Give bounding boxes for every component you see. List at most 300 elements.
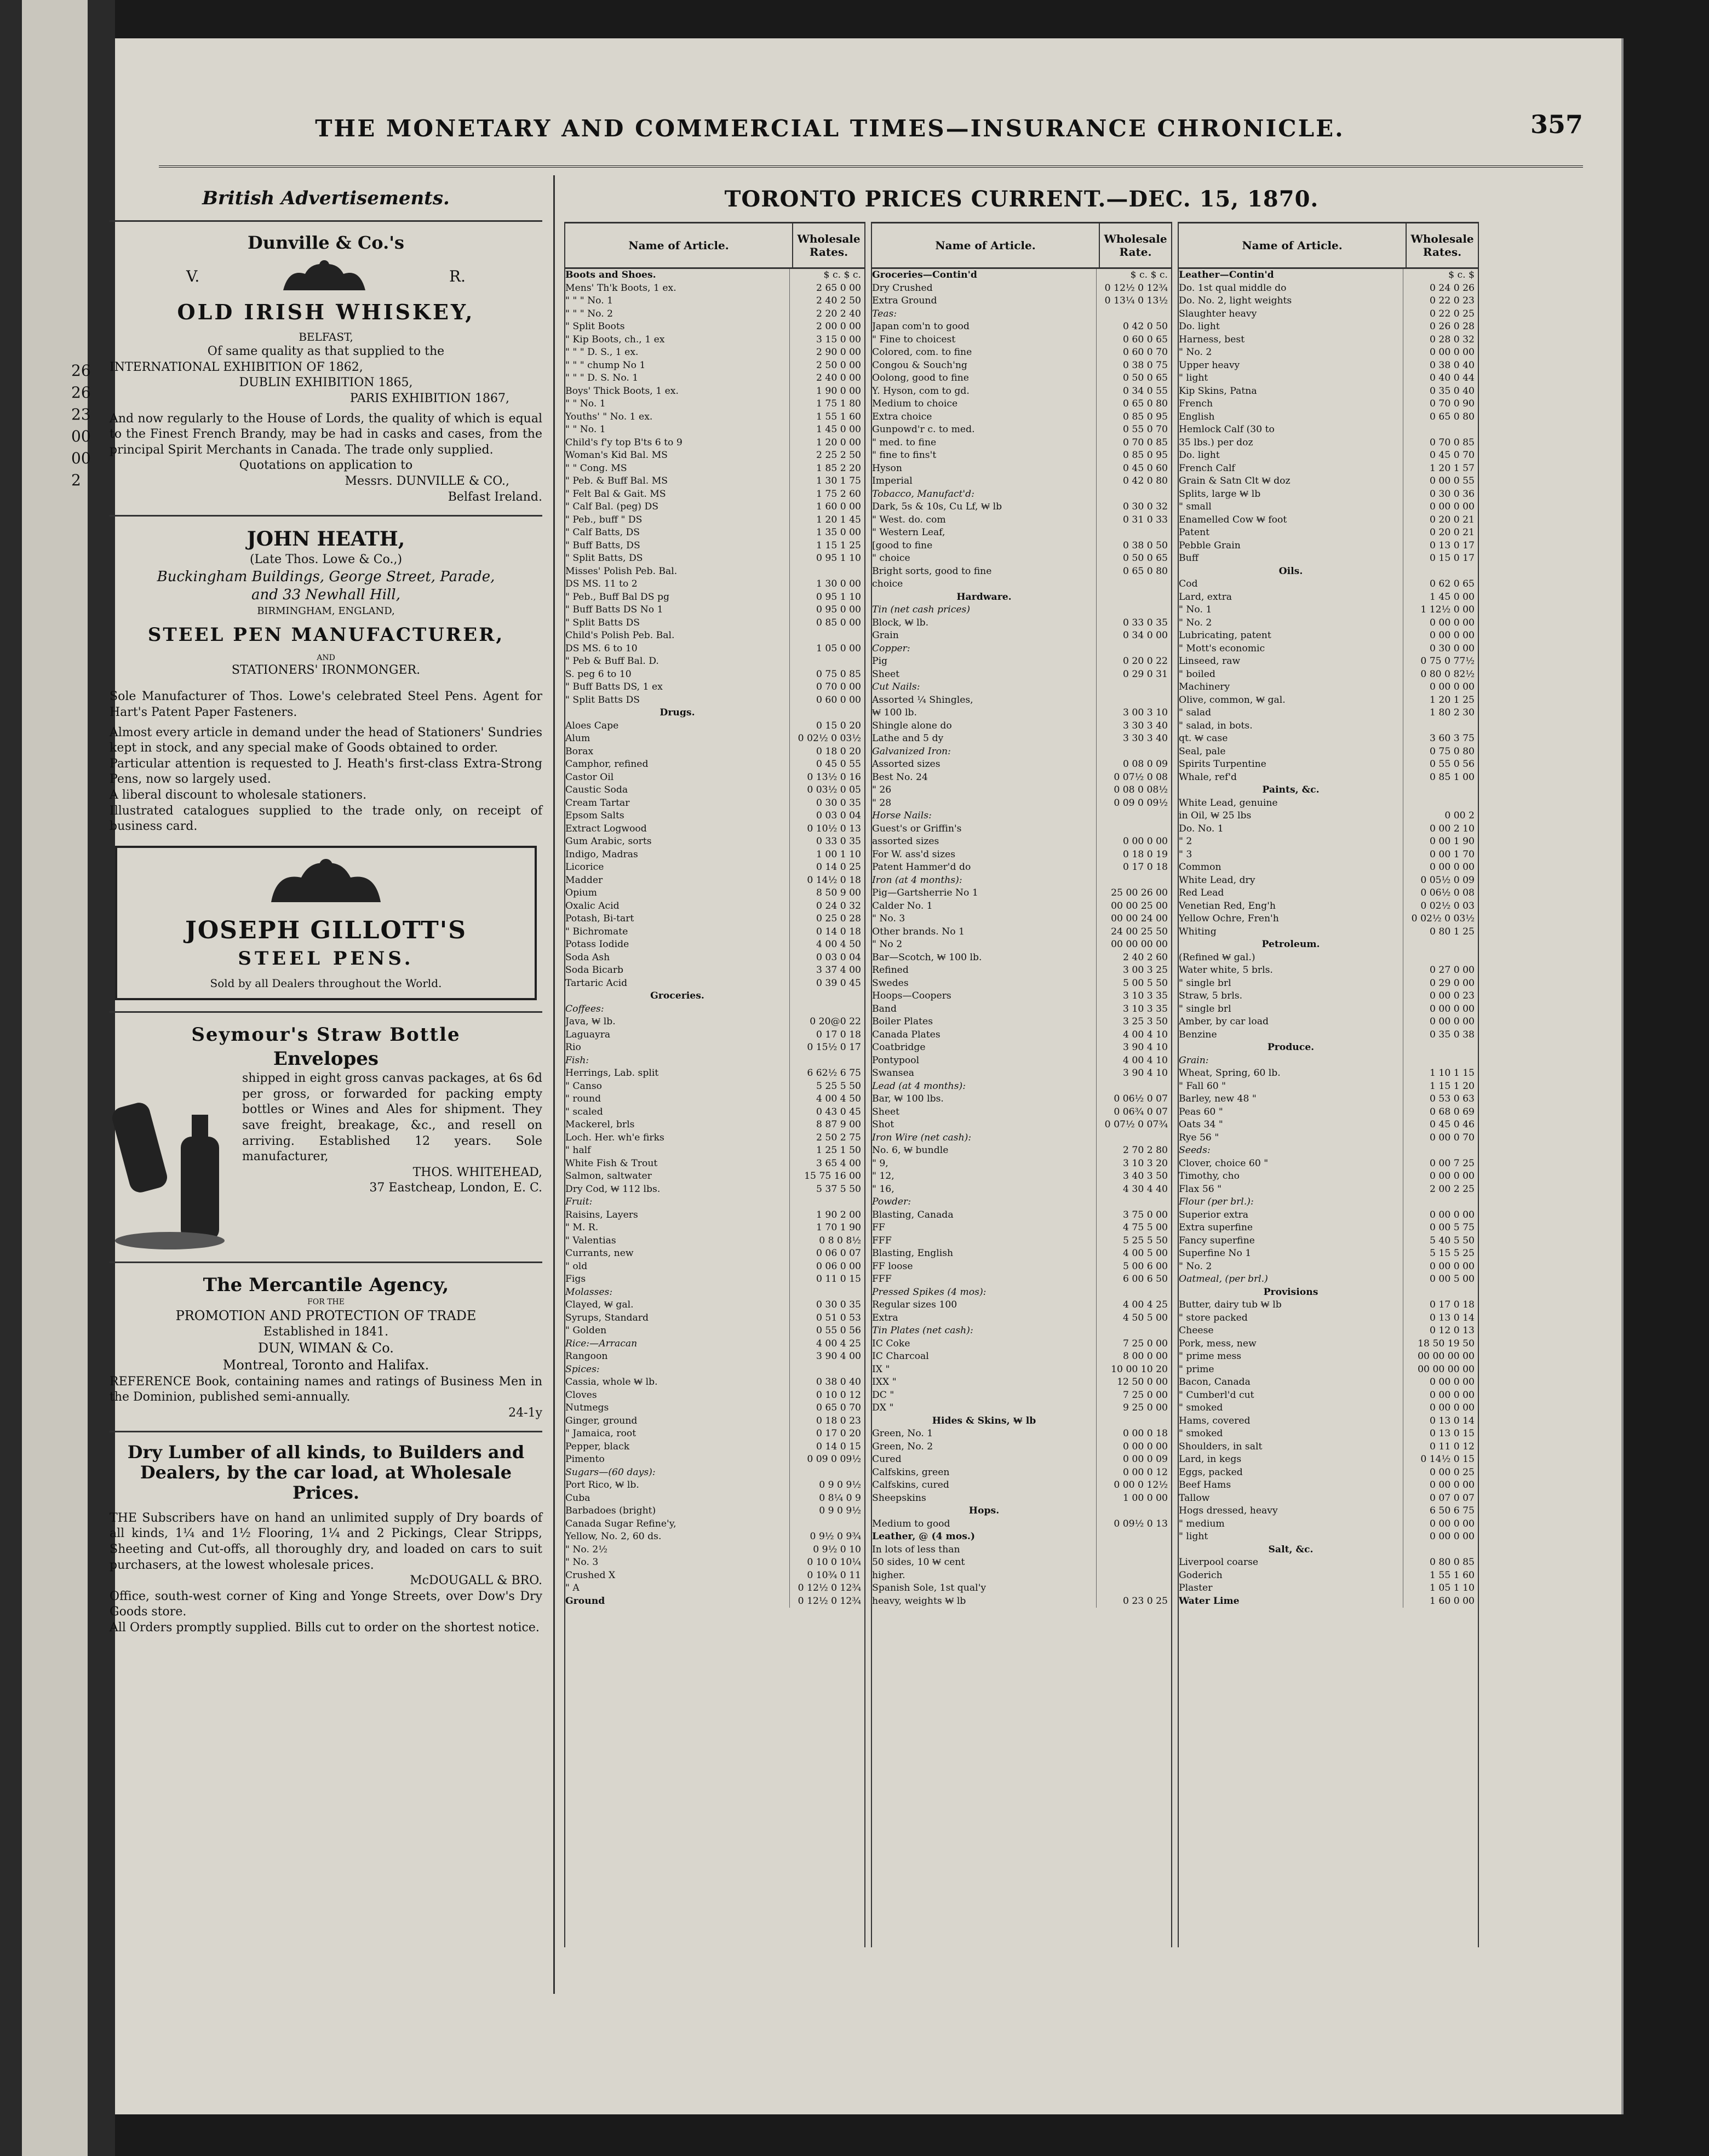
article-name: FF <box>872 1222 885 1233</box>
article-name: Potash, Bi-tart <box>565 913 634 924</box>
wholesale-rate: 0 80 0 85 <box>1403 1556 1478 1569</box>
article-name: Lathe and 5 dy <box>872 733 944 744</box>
edge-number: 26 <box>71 383 91 402</box>
article-name: Rye 56 " <box>1179 1132 1219 1143</box>
wholesale-rate: 0 23 0 25 <box>1096 1595 1171 1608</box>
price-row <box>565 1556 864 1569</box>
price-row <box>565 1324 864 1338</box>
wholesale-rate <box>1403 951 1478 965</box>
article-name: " Golden <box>565 1325 607 1336</box>
price-row <box>1179 1363 1478 1377</box>
wholesale-rate: 0 06½ 0 07 <box>1096 1093 1171 1106</box>
price-row <box>872 449 1171 462</box>
price-row <box>872 462 1171 475</box>
article-name: Grain <box>872 630 899 641</box>
price-row <box>565 1273 864 1286</box>
price-row <box>1179 1544 1478 1557</box>
price-row <box>565 1453 864 1466</box>
article-name: " 2 <box>1179 836 1192 847</box>
wholesale-rate: 0 00 0 00 <box>1403 1518 1478 1531</box>
article-name: Japan com'n to good <box>872 321 970 332</box>
wholesale-rate: 0 10 0 10¼ <box>789 1556 864 1569</box>
article-name: Port Rico, ₩ lb. <box>565 1480 639 1490</box>
article-name: Currants, new <box>565 1248 634 1259</box>
wholesale-rate <box>789 1196 864 1209</box>
price-row <box>1179 359 1478 372</box>
wholesale-rate: 0 9½ 0 9¾ <box>789 1530 864 1544</box>
price-row <box>565 488 864 501</box>
article-name: Petroleum. <box>1261 939 1320 950</box>
price-row <box>872 977 1171 990</box>
article-name: Laguayra <box>565 1029 611 1040</box>
wholesale-rate: 8 87 9 00 <box>789 1119 864 1132</box>
article-name: Boys' Thick Boots, 1 ex. <box>565 385 679 397</box>
article-name: Other brands. No 1 <box>872 926 965 937</box>
wholesale-rate: 4 00 4 50 <box>789 938 864 951</box>
article-name: Sheet <box>872 668 900 680</box>
price-row <box>565 951 864 965</box>
article-name: Blasting, Canada <box>872 1209 954 1220</box>
edge-number: 23 <box>71 405 91 423</box>
wholesale-rate: 0 00 0 00 <box>1403 501 1478 514</box>
article-name: Mens' Th'k Boots, 1 ex. <box>565 282 676 294</box>
price-row <box>872 771 1171 784</box>
article-name: Bright sorts, good to fine <box>872 565 992 577</box>
article-name: Teas: <box>872 308 897 319</box>
article-name: Lubricating, patent <box>1179 630 1271 641</box>
mercantile-ad <box>110 1273 542 1421</box>
article-name: Spanish Sole, 1st qual'y <box>872 1582 987 1593</box>
heath-ad <box>110 526 542 835</box>
wholesale-rate <box>1403 720 1478 733</box>
wholesale-rate: 0 38 0 50 <box>1096 540 1171 553</box>
article-name: Gunpowd'r c. to med. <box>872 424 975 435</box>
article-name: Water Lime <box>1179 1595 1240 1607</box>
wholesale-rate: 1 85 2 20 <box>789 462 864 475</box>
wholesale-rate: 0 60 0 00 <box>789 694 864 707</box>
article-name: Pork, mess, new <box>1179 1338 1257 1349</box>
article-name: Upper heavy <box>1179 359 1240 371</box>
wholesale-rate: 0 07 0 07 <box>1403 1492 1478 1505</box>
price-row <box>565 746 864 759</box>
wholesale-rate: 1 30 0 00 <box>789 578 864 591</box>
wholesale-rate: 0 18 0 19 <box>1096 848 1171 862</box>
col-name-header: Name of Article. <box>628 239 729 252</box>
price-row <box>1179 874 1478 887</box>
price-row <box>565 1106 864 1119</box>
article-name: " No 2 <box>872 939 903 950</box>
article-name: Barbadoes (bright) <box>565 1505 656 1516</box>
wholesale-rate <box>1096 694 1171 707</box>
wholesale-rate <box>789 1518 864 1531</box>
wholesale-rate: 0 24 0 32 <box>789 900 864 913</box>
price-row <box>1179 1080 1478 1093</box>
wholesale-rate: 1 05 0 00 <box>789 643 864 656</box>
price-row <box>565 295 864 308</box>
price-row <box>1179 346 1478 359</box>
wholesale-rate: 0 95 1 10 <box>789 552 864 565</box>
price-row <box>565 526 864 540</box>
wholesale-rate: 0 45 0 55 <box>789 758 864 771</box>
wholesale-rate: 1 75 2 60 <box>789 488 864 501</box>
mercantile-est: Established in 1841. <box>263 1324 389 1339</box>
wholesale-rate: 3 30 3 40 <box>1096 732 1171 746</box>
wholesale-rate: 0 26 0 28 <box>1403 320 1478 334</box>
price-row <box>1179 1441 1478 1454</box>
price-row <box>565 475 864 488</box>
article-name: Shot <box>872 1119 894 1130</box>
wholesale-rate: 0 85 1 00 <box>1403 771 1478 784</box>
wholesale-rate <box>789 1003 864 1016</box>
wholesale-rate: 0 00 0 00 <box>1403 1170 1478 1183</box>
wholesale-rate: 4 30 4 40 <box>1096 1183 1171 1196</box>
heath-p4: A liberal discount to wholesale stationers. <box>110 788 367 802</box>
article-name: Misses' Polish Peb. Bal. <box>565 565 678 577</box>
article-name: Rangoon <box>565 1351 608 1362</box>
price-row <box>1179 1041 1478 1054</box>
adjacent-page-edge <box>0 0 115 2156</box>
article-name: " Split Batts DS <box>565 694 640 706</box>
article-name: " M. R. <box>565 1222 599 1233</box>
price-row <box>565 1286 864 1299</box>
wholesale-rate: 0 22 0 25 <box>1403 308 1478 321</box>
wholesale-rate: 0 00 0 00 <box>1403 1479 1478 1492</box>
price-row <box>1179 1247 1478 1260</box>
article-name: Coatbridge <box>872 1042 926 1053</box>
wholesale-rate <box>789 1466 864 1480</box>
price-row <box>872 1054 1171 1068</box>
article-name: Dry Cod, ₩ 112 lbs. <box>565 1183 661 1195</box>
wholesale-rate: 1 30 1 75 <box>789 475 864 488</box>
price-row <box>1179 1235 1478 1248</box>
price-row <box>1179 1595 1478 1608</box>
article-name: French <box>1179 398 1213 409</box>
price-row <box>565 900 864 913</box>
article-name: Leather, @ (4 mos.) <box>872 1531 975 1542</box>
article-name: Shoulders, in salt <box>1179 1441 1263 1452</box>
article-name: " 12, <box>872 1171 894 1182</box>
article-name: Extra <box>872 1312 898 1323</box>
article-name: Licorice <box>565 862 604 873</box>
price-row <box>565 668 864 681</box>
price-row <box>872 1067 1171 1080</box>
wholesale-rate: 0 00 0 00 <box>1403 617 1478 630</box>
wholesale-rate: 0 34 0 55 <box>1096 385 1171 398</box>
article-name: Canada Plates <box>872 1029 940 1040</box>
article-name: " 9, <box>872 1157 888 1169</box>
article-name: Assorted sizes <box>872 759 940 770</box>
wholesale-rate: 0 00 0 09 <box>1096 1453 1171 1466</box>
wholesale-rate: 0 75 0 80 <box>1403 746 1478 759</box>
price-row <box>872 565 1171 578</box>
article-name: " old <box>565 1260 588 1272</box>
wholesale-rate: 0 80 0 82½ <box>1403 668 1478 681</box>
article-name: Groceries—Contin'd <box>872 270 977 280</box>
article-name: Common <box>1179 862 1221 873</box>
price-row <box>872 604 1171 617</box>
article-name: Yellow, No. 2, 60 ds. <box>565 1531 662 1542</box>
article-name: Calfskins, cured <box>872 1480 949 1490</box>
article-name: Provisions <box>1263 1286 1318 1298</box>
price-row <box>1179 1119 1478 1132</box>
article-name: " scaled <box>565 1106 603 1117</box>
article-name: " light <box>1179 372 1208 383</box>
wholesale-rate: 1 05 1 10 <box>1403 1582 1478 1595</box>
article-name: Herrings, Lab. split <box>565 1068 659 1079</box>
wholesale-rate: 1 00 1 10 <box>789 848 864 862</box>
wholesale-rate: 0 70 0 85 <box>1403 437 1478 450</box>
price-row <box>872 668 1171 681</box>
article-name: Castor Oil <box>565 771 614 783</box>
article-name: Medium to choice <box>872 398 958 409</box>
wholesale-rate: 0 45 0 46 <box>1403 1119 1478 1132</box>
article-name: " No. 2 <box>1179 347 1212 358</box>
article-name: Cream Tartar <box>565 797 630 808</box>
col-rate-header: Wholesale Rates. <box>1406 223 1478 267</box>
article-name: Potass Iodide <box>565 939 629 950</box>
price-row <box>1179 1466 1478 1480</box>
article-name: Horse Nails: <box>872 810 932 821</box>
price-row <box>1179 951 1478 965</box>
article-name: Soda Bicarb <box>565 965 624 976</box>
price-row <box>565 334 864 347</box>
wholesale-rate: 2 40 0 00 <box>789 372 864 385</box>
article-name: FFF <box>872 1274 892 1285</box>
article-name: Hyson <box>872 462 902 474</box>
wholesale-rate: 2 00 2 25 <box>1403 1183 1478 1196</box>
mercantile-cities: Montreal, Toronto and Halifax. <box>222 1357 429 1373</box>
article-name: IXX " <box>872 1377 897 1387</box>
article-name: ₩ 100 lb. <box>872 707 917 718</box>
wholesale-rate: 0 12½ 0 12¾ <box>789 1595 864 1608</box>
article-name: " Western Leaf, <box>872 527 945 538</box>
price-row <box>872 1235 1171 1248</box>
article-name: Pepper, black <box>565 1441 630 1452</box>
mercantile-firm: DUN, WIMAN & Co. <box>258 1340 394 1356</box>
price-row <box>872 578 1171 591</box>
wholesale-rate <box>789 1054 864 1068</box>
article-name: Best No. 24 <box>872 771 928 783</box>
article-name: Fish: <box>565 1054 589 1066</box>
wholesale-rate: 1 15 1 25 <box>789 540 864 553</box>
article-name: " medium <box>1179 1518 1225 1529</box>
edge-number: 2 <box>71 471 81 489</box>
price-row <box>1179 938 1478 951</box>
wholesale-rate: 15 75 16 00 <box>789 1170 864 1183</box>
article-name: Red Lead <box>1179 887 1224 898</box>
article-name: Straw, 5 brls. <box>1179 990 1243 1001</box>
article-name: Do. light <box>1179 450 1220 461</box>
wholesale-rate: 0 22 0 23 <box>1403 295 1478 308</box>
article-name: Medium to good <box>872 1518 950 1529</box>
article-name: Spirits Turpentine <box>1179 759 1266 770</box>
wholesale-rate: 25 00 26 00 <box>1096 887 1171 900</box>
wholesale-rate: 0 14½ 0 18 <box>789 874 864 887</box>
wholesale-rate: 0 12 0 13 <box>1403 1324 1478 1338</box>
price-row <box>565 1222 864 1235</box>
price-row <box>1179 1209 1478 1222</box>
wholesale-rate: 0 65 0 70 <box>789 1402 864 1415</box>
price-row <box>872 861 1171 874</box>
edge-number: 00 <box>71 427 91 445</box>
article-name: Gum Arabic, sorts <box>565 836 652 847</box>
article-name: 35 lbs.) per doz <box>1179 437 1253 448</box>
article-name: Iron Wire (net cash): <box>872 1132 972 1143</box>
article-name: Clover, choice 60 " <box>1179 1157 1269 1169</box>
article-name: Alum <box>565 733 590 744</box>
wholesale-rate: 0 27 0 00 <box>1403 964 1478 977</box>
price-row <box>872 1556 1171 1569</box>
price-row <box>1179 1479 1478 1492</box>
wholesale-rate <box>1096 1556 1171 1569</box>
wholesale-rate: 0 03 0 04 <box>789 810 864 823</box>
price-row <box>565 784 864 797</box>
wholesale-rate <box>1096 643 1171 656</box>
article-name: Amber, by car load <box>1179 1016 1269 1027</box>
wholesale-rate: 5 00 5 50 <box>1096 977 1171 990</box>
article-name: Patent Hammer'd do <box>872 862 971 873</box>
wholesale-rate: 5 37 5 50 <box>789 1183 864 1196</box>
wholesale-rate: 1 90 0 00 <box>789 385 864 398</box>
price-row <box>872 346 1171 359</box>
heath-name: JOHN HEATH, <box>246 527 405 551</box>
article-name: " Peb & Buff Bal. D. <box>565 656 659 667</box>
wholesale-rate: 1 20 1 57 <box>1403 462 1478 475</box>
wholesale-rate: 0 08 0 09 <box>1096 758 1171 771</box>
wholesale-rate: 0 17 0 18 <box>1096 861 1171 874</box>
wholesale-rate: 1 35 0 00 <box>789 526 864 540</box>
wholesale-rate: 6 50 6 75 <box>1403 1505 1478 1518</box>
price-row <box>565 964 864 977</box>
article-name: Extract Logwood <box>565 823 647 834</box>
price-table-3 <box>1178 222 1479 1947</box>
wholesale-rate: 0 10¾ 0 11 <box>789 1569 864 1582</box>
article-name: Salt, &c. <box>1268 1544 1314 1555</box>
price-row <box>565 1067 864 1080</box>
dunville-line1: Of same quality as that supplied to the <box>207 345 445 359</box>
col-rate-header: Wholesale Rates. <box>792 223 864 267</box>
wholesale-rate: 1 55 1 60 <box>1403 1569 1478 1582</box>
article-name: Lead (at 4 months): <box>872 1080 966 1092</box>
wholesale-rate <box>1096 746 1171 759</box>
article-name: qt. ₩ case <box>1179 733 1228 744</box>
price-row <box>872 1479 1171 1492</box>
article-name: Child's Polish Peb. Bal. <box>565 630 675 641</box>
dunville-line4: PARIS EXHIBITION 1867, <box>349 391 509 405</box>
price-row <box>1179 1157 1478 1171</box>
wholesale-rate: 0 17 0 20 <box>789 1427 864 1441</box>
wholesale-rate <box>1096 1582 1171 1595</box>
heath-p1: Sole Manufacturer of Thos. Lowe's celebrated Steel Pens. Agent for Hart's Patent Paper Fasteners. <box>110 690 542 720</box>
price-row <box>1179 1299 1478 1312</box>
article-name: Bar—Scotch, ₩ 100 lb. <box>872 951 982 963</box>
price-row <box>565 1235 864 1248</box>
wholesale-rate: 0 55 0 70 <box>1096 423 1171 437</box>
price-row <box>1179 1222 1478 1235</box>
wholesale-rate: 0 00 0 00 <box>1403 629 1478 643</box>
price-row <box>872 1569 1171 1582</box>
price-row <box>872 1286 1171 1299</box>
price-row <box>872 1312 1171 1325</box>
price-row <box>1179 269 1478 282</box>
article-name: Hams, covered <box>1179 1415 1251 1426</box>
seymour-agent: THOS. WHITEHEAD, <box>412 1165 542 1179</box>
wholesale-rate: 4 00 4 10 <box>1096 1054 1171 1068</box>
price-row <box>1179 552 1478 565</box>
divider <box>110 1431 542 1432</box>
article-name: Soda Ash <box>565 951 610 963</box>
price-row <box>872 1080 1171 1093</box>
wholesale-rate: 0 03½ 0 05 <box>789 784 864 797</box>
seymour-ad <box>110 1023 542 1252</box>
wholesale-rate: 0 15½ 0 17 <box>789 1041 864 1054</box>
article-name: " No. 2 <box>1179 617 1212 628</box>
wholesale-rate: 2 70 2 80 <box>1096 1144 1171 1157</box>
price-row <box>872 1144 1171 1157</box>
price-row <box>565 1132 864 1145</box>
price-row <box>1179 926 1478 939</box>
price-row <box>1179 1029 1478 1042</box>
article-name: " Calf Batts, DS <box>565 527 640 538</box>
wholesale-rate <box>1096 823 1171 836</box>
wholesale-rate: 0 12½ 0 12¾ <box>789 1582 864 1595</box>
price-row <box>1179 629 1478 643</box>
seymour-address: 37 Eastcheap, London, E. C. <box>369 1181 542 1195</box>
price-row <box>565 835 864 848</box>
price-row <box>1179 1093 1478 1106</box>
divider <box>110 220 542 222</box>
price-row <box>1179 887 1478 900</box>
price-row <box>872 1453 1171 1466</box>
price-row <box>872 411 1171 424</box>
article-name: Oxalic Acid <box>565 900 620 911</box>
price-row <box>1179 604 1478 617</box>
price-row <box>565 1595 864 1608</box>
price-row <box>872 1183 1171 1196</box>
wholesale-rate: 3 15 0 00 <box>789 334 864 347</box>
article-name: Plaster <box>1179 1582 1213 1593</box>
wholesale-rate: 0 13 0 17 <box>1403 540 1478 553</box>
article-name: Oats 34 " <box>1179 1119 1223 1130</box>
wholesale-rate: 0 00 2 <box>1403 810 1478 823</box>
article-name: " store packed <box>1179 1312 1248 1323</box>
article-name: Fruit: <box>565 1196 593 1207</box>
article-name: Harness, best <box>1179 334 1245 345</box>
wholesale-rate <box>1403 565 1478 578</box>
wholesale-rate: 0 09 0 09½ <box>789 1453 864 1466</box>
price-row <box>565 346 864 359</box>
article-name: " fine to fins't <box>872 450 937 461</box>
price-row <box>872 732 1171 746</box>
price-row <box>872 810 1171 823</box>
article-name: IC Charcoal <box>872 1351 929 1362</box>
article-name: Cheese <box>1179 1325 1214 1336</box>
wholesale-rate: 3 90 4 10 <box>1096 1041 1171 1054</box>
header-rule <box>159 165 1583 168</box>
wholesale-rate: 7 25 0 00 <box>1096 1338 1171 1351</box>
price-row <box>1179 423 1478 437</box>
wholesale-rate: 0 35 0 40 <box>1403 385 1478 398</box>
article-name: Buff <box>1179 553 1198 564</box>
article-name: " " " D. S., 1 ex. <box>565 347 639 358</box>
wholesale-rate: 0 20 0 21 <box>1403 526 1478 540</box>
wholesale-rate: 2 00 0 00 <box>789 320 864 334</box>
price-row <box>565 643 864 656</box>
heath-p3: Particular attention is requested to J. Heath's first-class Extra-Strong Pens, now so largely used. <box>110 756 542 787</box>
article-name: Regular sizes 100 <box>872 1299 957 1310</box>
price-row <box>1179 694 1478 707</box>
price-row <box>565 565 864 578</box>
